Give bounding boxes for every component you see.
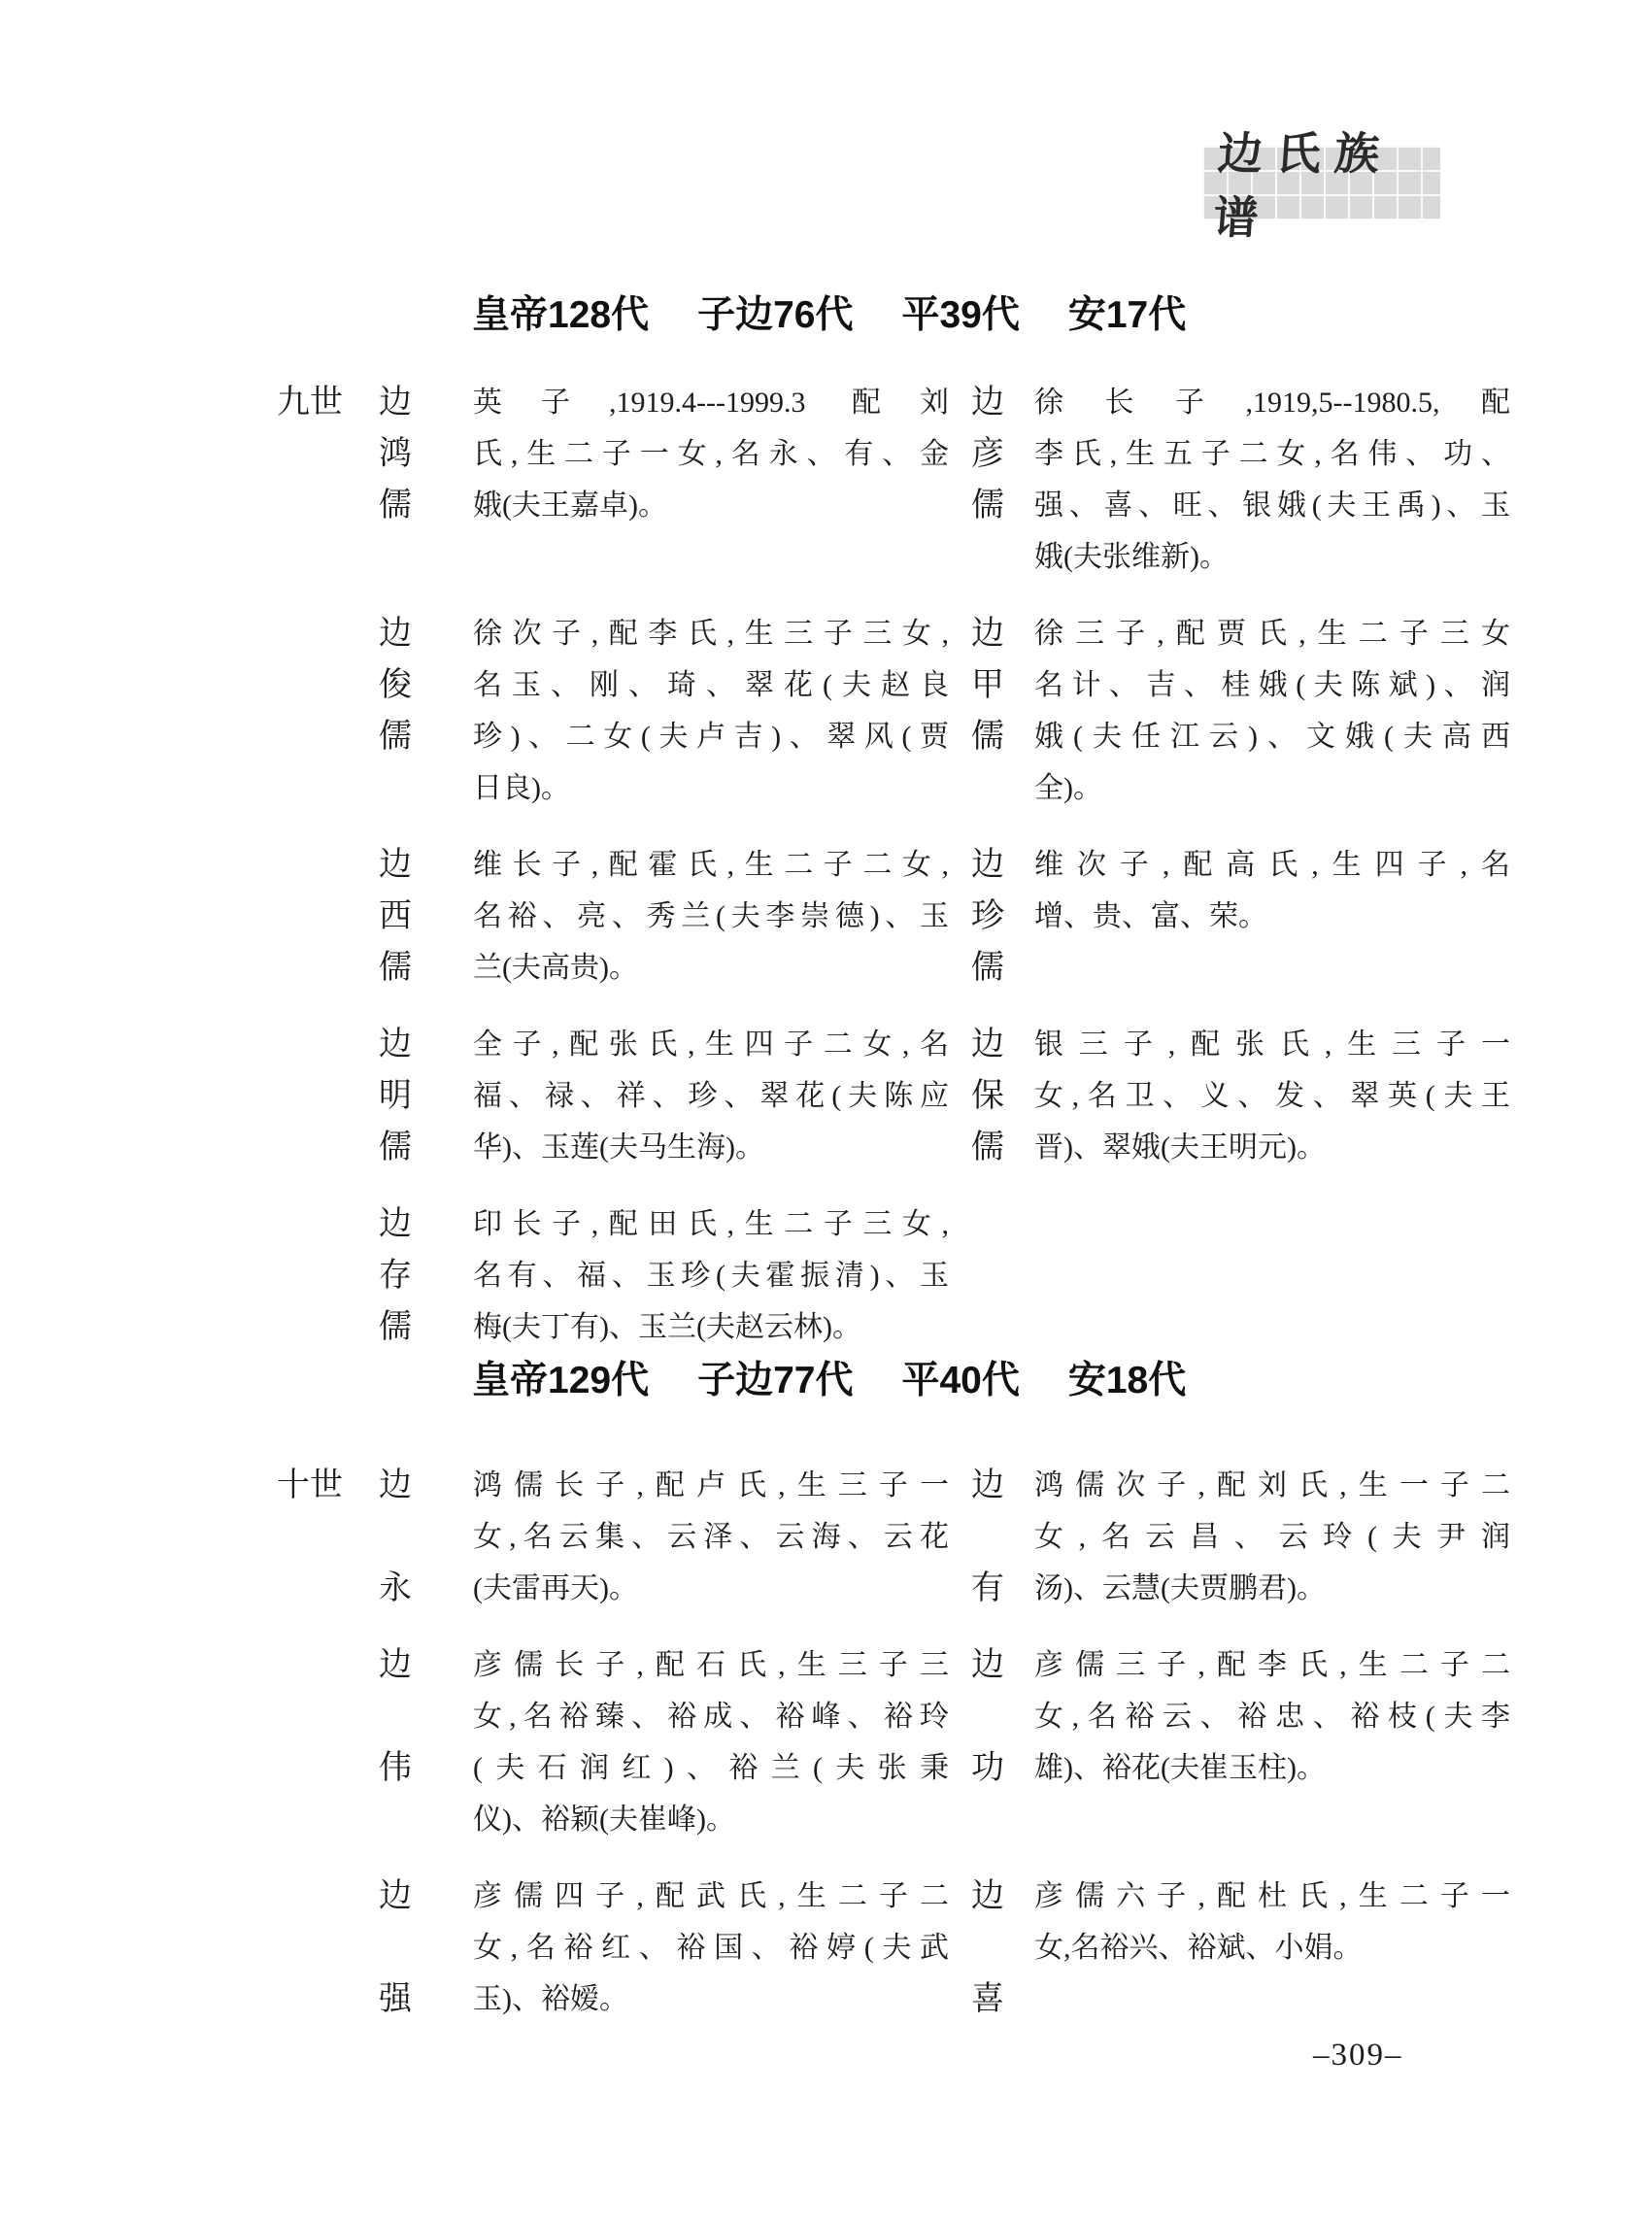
person-name-char: 强: [379, 1981, 412, 2017]
person-name-char: 边: [379, 847, 412, 883]
heading-part: 平40代: [901, 1360, 1020, 1401]
genealogy-row: [277, 1198, 1520, 1353]
genealogy-entry: [971, 839, 1510, 994]
entry-text: [1034, 1019, 1510, 1173]
person-name-char: 边: [971, 847, 1004, 883]
person-name: [379, 1639, 473, 1794]
entry-text-line: 娥(夫张维新)。: [1034, 541, 1229, 573]
heading-part: 安17代: [1067, 294, 1187, 336]
person-name-char: 儒: [379, 719, 412, 755]
heading-part: 皇帝128代: [472, 294, 650, 336]
person-name-char: 边: [971, 616, 1004, 652]
entry-text-line: 彦儒三子,配李氏,生二子二: [1034, 1649, 1510, 1681]
person-name-char: 儒: [379, 950, 412, 986]
person-name: [379, 1460, 473, 1614]
genealogy-entry: [971, 1871, 1510, 2025]
person-name-char: 儒: [971, 950, 1004, 986]
person-name-char: 儒: [971, 488, 1004, 523]
person-name-char: 保: [971, 1078, 1004, 1114]
entry-text-line: 女,名裕云、裕忠、裕枝(夫李: [1034, 1701, 1510, 1733]
person-name-char: 珍: [971, 898, 1004, 934]
entry-text-line: 名计、吉、桂娥(夫陈斌)、润: [1034, 669, 1510, 701]
heading-part: 皇帝129代: [472, 1360, 650, 1401]
person-name-char: 喜: [971, 1981, 1004, 2017]
person-name-char: 永: [379, 1570, 412, 1606]
genealogy-entry: [277, 377, 949, 531]
person-name: [971, 1460, 1034, 1614]
person-name: [971, 608, 1034, 762]
entry-text-line: 徐次子,配李氏,生三子三女,: [473, 618, 949, 650]
entry-text: [473, 1460, 949, 1614]
entry-text-line: 名有、福、玉珍(夫霍振清)、玉: [473, 1260, 949, 1292]
person-name-char: 边: [379, 1647, 412, 1683]
generation-label: 十世: [277, 1467, 343, 1503]
section-tenth-generation: [277, 1460, 1520, 2050]
genealogy-entry: [277, 1871, 949, 2025]
generation-label: 九世: [277, 385, 343, 421]
genealogy-entry: [971, 1639, 1510, 1794]
entry-text-line: 珍)、二女(夫卢吉)、翠风(贾: [473, 721, 949, 753]
entry-text: [1034, 839, 1510, 942]
person-name-char: 鸿: [379, 436, 412, 472]
person-name: [971, 1639, 1034, 1794]
entry-text-line: 鸿儒长子,配卢氏,生三子一: [473, 1469, 949, 1501]
genealogy-row: [277, 1871, 1520, 2025]
section1-heading: [472, 285, 1186, 339]
genealogy-row: [277, 839, 1520, 994]
genealogy-entry: [277, 839, 949, 994]
person-name-char: 明: [379, 1078, 412, 1114]
genealogy-entry: [971, 608, 1510, 814]
person-name-char: 边: [971, 385, 1004, 421]
person-name-char: 有: [971, 1570, 1004, 1606]
person-name-char: 边: [971, 1647, 1004, 1683]
person-name-char: 儒: [971, 719, 1004, 755]
genealogy-entry: [971, 1019, 1510, 1173]
entry-text-line: 名玉、刚、琦、翠花(夫赵良: [473, 669, 949, 701]
entry-text-line: 全子,配张氏,生四子二女,名: [473, 1029, 949, 1061]
entry-text-line: 维长子,配霍氏,生二子二女,: [473, 849, 949, 881]
entry-text-line: 银三子,配张氏,生三子一: [1034, 1029, 1510, 1061]
person-name-char: 边: [379, 385, 412, 421]
entry-text: [473, 1019, 949, 1173]
genealogy-entry: [277, 1639, 949, 1845]
person-name: [379, 1871, 473, 2025]
person-name-char: 甲: [971, 667, 1004, 703]
entry-text-line: 华)、玉莲(夫马生海)。: [473, 1131, 764, 1164]
entry-text-line: 全)。: [1034, 772, 1102, 804]
entry-text: [1034, 377, 1510, 583]
section2-heading: [472, 1350, 1186, 1404]
entry-text-line: 印长子,配田氏,生二子三女,: [473, 1208, 949, 1240]
person-name-char: 边: [971, 1027, 1004, 1062]
person-name-char: [379, 1691, 473, 1742]
entry-text-line: 女,名云集、云泽、云海、云花: [473, 1521, 949, 1553]
entry-text-line: (夫石润红)、裕兰(夫张秉: [473, 1752, 949, 1784]
person-name-char: [379, 1922, 473, 1973]
person-name: [971, 1019, 1034, 1173]
person-name-char: 伟: [379, 1750, 412, 1786]
heading-part: 安18代: [1067, 1360, 1187, 1401]
family-title: 边氏族谱: [1211, 129, 1395, 243]
heading-part: 子边77代: [697, 1360, 854, 1401]
person-name-char: [971, 1511, 1034, 1563]
genealogy-entry: [971, 377, 1510, 583]
entry-text-line: (夫雷再天)。: [473, 1572, 638, 1604]
entry-text-line: 汤)、云慧(夫贾鹏君)。: [1034, 1572, 1326, 1604]
entry-text-line: 雄)、裕花(夫崔玉柱)。: [1034, 1752, 1326, 1784]
genealogy-row: [277, 608, 1520, 814]
entry-text-line: 维次子,配高氏,生四子,名: [1034, 849, 1510, 881]
section-ninth-generation: [277, 377, 1520, 1378]
person-name: [379, 377, 473, 531]
person-name-char: 儒: [379, 488, 412, 523]
entry-text-line: 英子,1919.4---1999.3 配刘: [473, 387, 949, 419]
entry-text-line: 福、禄、祥、珍、翠花(夫陈应: [473, 1080, 949, 1112]
person-name: [379, 1019, 473, 1173]
entry-text: [473, 1639, 949, 1845]
genealogy-row: [277, 1639, 1520, 1845]
person-name-char: 边: [379, 1027, 412, 1062]
entry-text-line: 女,名云昌、云玲(夫尹润: [1034, 1521, 1510, 1553]
person-name: [971, 839, 1034, 994]
entry-text: [473, 1198, 949, 1353]
entry-text: [473, 608, 949, 814]
genealogy-row: [277, 377, 1520, 583]
entry-text-line: 仪)、裕颖(夫崔峰)。: [473, 1804, 735, 1836]
person-name-char: [971, 1922, 1034, 1973]
entry-text-line: 鸿儒次子,配刘氏,生一子二: [1034, 1469, 1510, 1501]
person-name: [379, 608, 473, 762]
person-name-char: 功: [971, 1750, 1004, 1786]
entry-text-line: 玉)、裕嫒。: [473, 1983, 628, 2015]
entry-text: [1034, 1871, 1510, 1973]
person-name: [379, 839, 473, 994]
person-name-char: 儒: [379, 1309, 412, 1345]
entry-text-line: 增、贵、富、荣。: [1034, 900, 1267, 932]
entry-text-line: 女,名裕臻、裕成、裕峰、裕玲: [473, 1701, 949, 1733]
entry-text-line: 彦儒六子,配杜氏,生二子一: [1034, 1880, 1510, 1912]
family-title-box: [1202, 129, 1440, 243]
person-name-char: 边: [379, 1467, 412, 1503]
person-name: [379, 1198, 473, 1353]
genealogy-entry: [971, 1460, 1510, 1614]
entry-text-line: 名裕、亮、秀兰(夫李崇德)、玉: [473, 900, 949, 932]
genealogy-row: [277, 1460, 1520, 1614]
entry-text: [473, 839, 949, 994]
genealogy-entry: [277, 1198, 949, 1353]
person-name-char: [971, 1691, 1034, 1742]
entry-text-line: 女,名卫、义、发、翠英(夫王: [1034, 1080, 1510, 1112]
person-name-char: 边: [379, 1206, 412, 1242]
heading-part: 子边76代: [697, 294, 854, 336]
person-name-char: 边: [379, 616, 412, 652]
person-name-char: 边: [379, 1878, 412, 1914]
entry-text: [473, 1871, 949, 2025]
genealogy-entry: [277, 1460, 949, 1614]
person-name-char: 彦: [971, 436, 1004, 472]
entry-text-line: 彦儒长子,配石氏,生三子三: [473, 1649, 949, 1681]
person-name-char: 边: [971, 1878, 1004, 1914]
entry-text-line: 晋)、翠娥(夫王明元)。: [1034, 1131, 1326, 1164]
page-number: –309–: [1313, 2038, 1403, 2073]
person-name: [971, 1871, 1034, 2025]
entry-text-line: 日良)。: [473, 772, 570, 804]
person-name: [971, 377, 1034, 531]
entry-text-line: 徐三子,配贾氏,生二子三女: [1034, 618, 1510, 650]
entry-text-line: 兰(夫高贵)。: [473, 952, 638, 984]
genealogy-entry: [277, 608, 949, 814]
person-name-char: 儒: [379, 1130, 412, 1165]
person-name-char: 西: [379, 898, 412, 934]
entry-text-line: 李氏,生五子二女,名伟、功、: [1034, 438, 1510, 470]
person-name-char: 存: [379, 1258, 412, 1294]
entry-text-line: 女,名裕兴、裕斌、小娟。: [1034, 1932, 1363, 1964]
entry-text-line: 强、喜、旺、银娥(夫王禹)、玉: [1034, 489, 1510, 522]
entry-text-line: 女,名裕红、裕国、裕婷(夫武: [473, 1932, 949, 1964]
entry-text: [473, 377, 949, 531]
entry-text-line: 彦儒四子,配武氏,生二子二: [473, 1880, 949, 1912]
entry-text-line: 梅(夫丁有)、玉兰(夫赵云林)。: [473, 1311, 861, 1343]
person-name-char: [379, 1511, 473, 1563]
person-name-char: 俊: [379, 667, 412, 703]
entry-text-line: 娥(夫王嘉卓)。: [473, 489, 667, 522]
entry-text-line: 娥(夫任江云)、文娥(夫高西: [1034, 721, 1510, 753]
entry-text: [1034, 608, 1510, 814]
person-name-char: 儒: [971, 1130, 1004, 1165]
entry-text: [1034, 1639, 1510, 1794]
heading-part: 平39代: [901, 294, 1020, 336]
genealogy-row: [277, 1019, 1520, 1173]
person-name-char: 边: [971, 1467, 1004, 1503]
entry-text: [1034, 1460, 1510, 1614]
entry-text-line: 徐长子,1919,5--1980.5,配: [1034, 387, 1510, 419]
genealogy-entry: [277, 1019, 949, 1173]
entry-text-line: 氏,生二子一女,名永、有、金: [473, 438, 949, 470]
